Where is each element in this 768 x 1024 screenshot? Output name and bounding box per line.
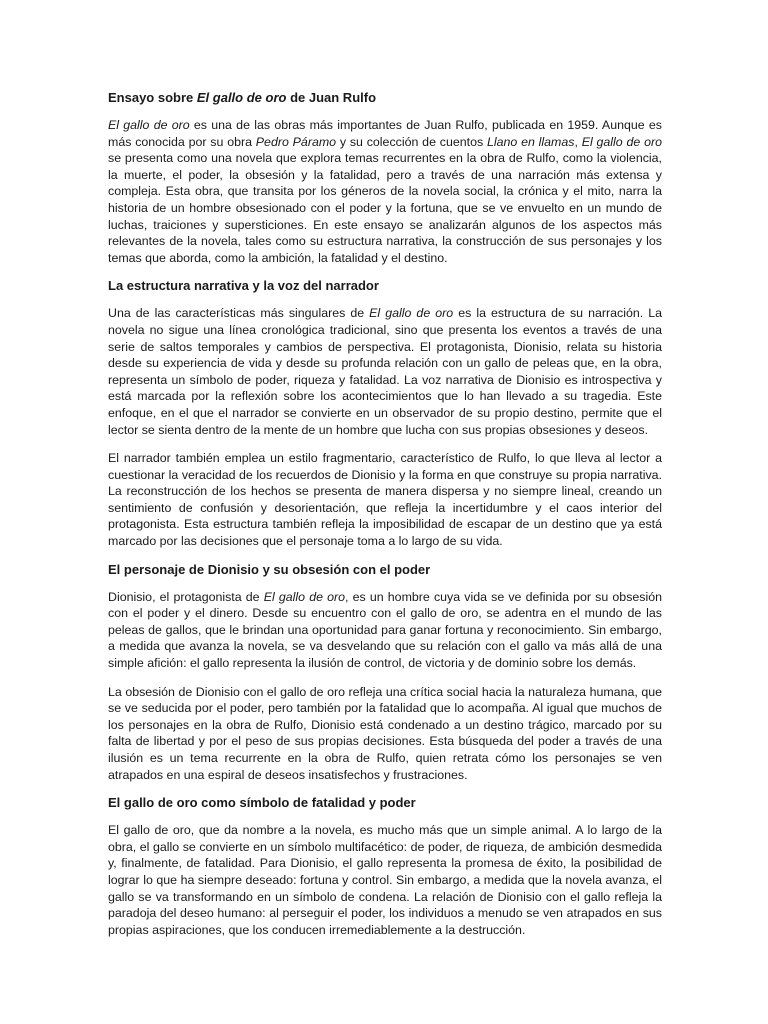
intro-text-1: es una de las obras más importantes de Juan Rulfo, publicada en 1959. Aunque es más conocida por su obra: [108, 118, 662, 149]
title-book: El gallo de oro: [196, 90, 287, 105]
section-heading-symbol: El gallo de oro como símbolo de fatalidad y poder: [108, 795, 416, 811]
intro-book: El gallo de oro: [108, 118, 190, 132]
intro-book-2: El gallo de oro: [581, 134, 662, 149]
character-p1-text-b: , es un hombre cuya vida se ve definida por su obsesión con el poder y el dinero. Desde su encuentro con el gallo de oro, se adentra en el mundo de las peleas de gallos, que le brindan una oportunidad para ganar fortuna y reconocimiento. Sin embargo, a medida que avanza la novela, se va desvelando que su relación con el gallo va más allá de una simple afición: el gallo representa la ilusión de control, de victoria y de dominio sobre los demás.: [108, 589, 663, 671]
intro-text-2: y su colección de cuentos: [336, 134, 487, 149]
section-heading-structure: La estructura narrativa y la voz del narrador: [108, 278, 379, 294]
intro-work-2: Llano en llamas: [486, 134, 575, 149]
structure-p1-text-b: es la estructura de su narración. La novela no sigue una línea cronológica tradicional, sino que presenta los eventos a través de una serie de saltos temporales y cambios de perspectiva. El protagonista, Dionisio, relata su historia desde su experiencia de vida y desde su profunda relación con un gallo de peleas que, en la obra, representa un símbolo de poder, riqueza y fatalidad. La voz narrativa de Dionisio es introspectiva y está marcada por la reflexión sobre los acontecimientos que lo han llevado a su tragedia. Este enfoque, en el que el narrador se convierte en un observador de su propio destino, permite que el lector se sienta dentro de la mente de un hombre que lucha con sus propias obsesiones y deseos.: [108, 306, 662, 437]
character-p1-text-a: Dionisio, el protagonista de: [108, 589, 264, 604]
title-suffix: de Juan Rulfo: [286, 90, 377, 105]
title-prefix: Ensayo sobre: [108, 90, 197, 105]
intro-work-1: Pedro Páramo: [255, 134, 337, 149]
structure-paragraph-1: [108, 305, 662, 438]
section-heading-character: El personaje de Dionisio y su obsesión con el poder: [108, 561, 431, 577]
intro-text-3: ,: [574, 134, 582, 149]
document-page: [108, 90, 662, 950]
character-p1-book: El gallo de oro: [263, 589, 346, 604]
structure-p1-book: El gallo de oro: [369, 306, 454, 321]
intro-text-4: se presenta como una novela que explora temas recurrentes en la obra de Rulfo, como la violencia, la muerte, el poder, la obsesión y la fatalidad, pero a través de una narración más extensa y compleja. Esta obra, que transita por los géneros de la novela social, la crónica y el mito, narra la historia de un hombre obsesionado con el poder y la fortuna, que se ve envuelto en un mundo de luchas, traiciones y supersticiones. En este ensayo se analizarán algunos de los aspectos más relevantes de la novela, tales como su estructura narrativa, la construcción de sus personajes y los temas que aborda, como la ambición, la fatalidad y el destino.: [108, 151, 662, 265]
structure-p1-text-a: Una de las características más singulares de: [108, 306, 370, 321]
essay-title: [108, 90, 662, 106]
structure-paragraph-2: El narrador también emplea un estilo fragmentario, característico de Rulfo, lo que lleva al lector a cuestionar la veracidad de los recuerdos de Dionisio y la forma en que construye su propia narrativa. La reconstrucción de los hechos se presenta de manera dispersa y no siempre lineal, creando un sentimiento de confusión y desorientación, que refleja la incertidumbre y el caos interior del protagonista. Esta estructura también refleja la imposibilidad de escapar de un destino que ya está marcado por las decisiones que el personaje toma a lo largo de su vida.: [108, 451, 662, 549]
intro-paragraph: [108, 117, 662, 266]
symbol-paragraph-1: El gallo de oro, que da nombre a la novela, es mucho más que un simple animal. A lo largo de la obra, el gallo se convierte en un símbolo multifacético: de poder, de riqueza, de ambición desmedida y, finalmente, de fatalidad. Para Dionisio, el gallo representa la promesa de éxito, la posibilidad de lograr lo que ha siempre deseado: fortuna y control. Sin embargo, a medida que la novela avanza, el gallo se va transformando en un símbolo de condena. La relación de Dionisio con el gallo refleja la paradoja del deseo humano: al perseguir el poder, los individuos a menudo se ven atrapados en sus propias aspiraciones, que los conducen irremediablemente a la destrucción.: [108, 823, 662, 937]
character-paragraph-1: [108, 589, 662, 672]
character-paragraph-2: La obsesión de Dionisio con el gallo de oro refleja una crítica social hacia la naturaleza humana, que se ve seducida por el poder, pero también por la fatalidad que lo acompaña. Al igual que muchos de los personajes en la obra de Rulfo, Dionisio está condenado a un destino trágico, marcado por su falta de libertad y por el peso de sus propias decisiones. Esta búsqueda del poder a través de una ilusión es un tema recurrente en la obra de Rulfo, quien retrata cómo los personajes se ven atrapados en una espiral de deseos insatisfechos y frustraciones.: [108, 684, 662, 782]
